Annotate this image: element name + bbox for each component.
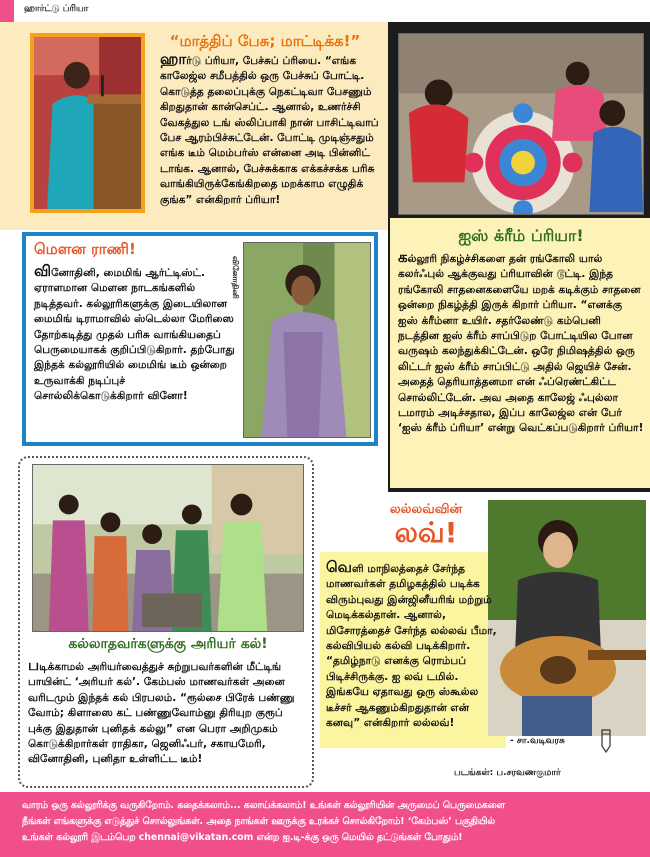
icecream-drop-letter: க bbox=[398, 248, 408, 266]
page-header bbox=[0, 0, 650, 22]
footer-line-3: உங்கள் கல்லூரி இடம்பெற chennai@vikatan.com என்ற ஐ.டி-க்கு ஒரு மெயில் தட்டுங்கள் போதும்! bbox=[22, 832, 463, 843]
rangoli-photo bbox=[398, 33, 644, 215]
lallav-photo bbox=[488, 500, 646, 736]
speech-section-title: “மாத்திப் பேசு; மாட்டிக்க!” bbox=[169, 32, 361, 50]
lallav-title-big: லவ்! bbox=[394, 516, 458, 549]
lallav-drop-letter: வெ bbox=[326, 558, 353, 576]
kal-section-title: கல்லாதவர்களுக்கு அரியர் கல்! bbox=[68, 636, 268, 652]
mouna-section-body bbox=[34, 264, 238, 405]
icecream-section-body bbox=[398, 250, 644, 437]
credit-photos: படங்கள்: ப.சரவணகுமார் bbox=[454, 768, 561, 778]
footer-line-1: வாரம் ஒரு கல்லூரிக்கு வருகிறோம். கதைக்கலாம்... கலாய்க்கலாம்! உங்கள் கல்லூரியின் அருமைப் பெருமைகளை bbox=[22, 800, 505, 811]
lallav-title-small: லல்லவ்வின் bbox=[389, 502, 463, 517]
mouna-body-text: னோதினி, மைமிங் ஆர்ட்டிஸ்ட். ஏராளமான மௌன நாடகங்களில் நடித்தவர். கல்லூரிகளுக்கு இடையிலான மைமிங் டிராமாவில் ஸ்டெல்லா மேரிஸை தோற்கடித்து முதல் பரிசு வாங்கியதைப் பெருமையாகக் குறிப்பிடுகிறார். தற்போது இந்தக் கல்லூரியில் மைமிங் டீம் ஒன்றை உருவாக்கி நடிப்புச் சொல்லிக்கொடுக்கிறார் வினோ! bbox=[34, 267, 235, 403]
kal-drop-letter: ப bbox=[28, 656, 40, 674]
footer-line-2: நீங்கள் எங்களுக்கு எடுத்துச் சொல்லுங்கள். அதை நாங்கள் ஊருக்கு உரக்கச் சொல்கிறோம்! ‘கேம்பஸ்’ பகுதியில் bbox=[22, 816, 495, 827]
mouna-photo bbox=[243, 242, 371, 438]
icecream-body-text: ல்லூரி நிகழ்ச்சிகளை தன் ரங்கோலி யால் கலர்ஃபுல் ஆக்குவது ப்ரியாவின் டூட்டி. இந்த ரங்கோலி சாதனைகளையே மறக் கடிக்கும் சாதனை ஒன்றை நிகழ்த்தி இருக் கிறார் ப்ரியா. “எனக்கு ஐஸ் க்ரீம்னா உயிர். சதர்லேண்டு கம்பெனி நடத்தின ஐஸ் க்ரீம் சாப்பிடுற போட்டியில போன வருஷம் கலந்துக்கிட்டேன். ஒரே நிமிஷத்தில் ஒரு லிட்டர் ஐஸ் க்ரீம் சாப்பிட்டு அதில் ஜெயிச் சேன். அதைத் தெரியாத்தனமா என் ஃப்ரெண்ட்கிட்ட சொல்லிட்டேன். அவ அதை காலேஜ் ஃபுல்லா டமாரம் அடிச்சதால, இப்ப காலேஜ்ல என் பேர் ‘ஐஸ் க்ரீம் ப்ரியா’ என்று வெட்கப்படுகிறார் ப்ரியா! bbox=[398, 253, 644, 435]
kal-section-body bbox=[28, 658, 308, 768]
speech-body-text: ர்டு ப்ரியா, பேச்சுப் ப்ரியை. “எங்க காலேஜ்ல சமீபத்தில் ஒரு பேச்சுப் போட்டி. கொடுத்த தலைப்புக்கு நெகட்டிவா பேசணும் கிறதுதான் கான்செப்ட். ஆனால், உணர்ச்சி வேகத்துல டங் ஸ்லிப்பாகி நான் பாசிட்டிவாப் பேச ஆரம்பிச்சுட்டேன். போட்டி முடிஞ்சதும் எங்க டீம் மெம்பர்ஸ் என்னை அடி பின்னிட் டாங்க. ஆனால், பேச்சுக்காக எக்கச்சக்க பரிசு வாங்கியிருக்கேங்கிறதை மறக்காம எழுதிக் குங்க” என்கிறார் ப்ரியா! bbox=[160, 55, 379, 206]
lallav-section-body bbox=[326, 560, 502, 731]
lallav-body-text: ளி மாநிலத்தைச் சேர்ந்த மாணவர்கள் தமிழகத்தில் படிக்க விரும்புவது இன்ஜினீயரிங் மற்றும் மெடிக்கல்தான். ஆனால், மிசோரத்தைச் சேர்ந்த லல்லவ் பீமா, கல்விபியல் கல்வி படிக்கிறார். “தமிழ்நாடு எனக்கு ரொம்பப் பிடிச்சிருக்கு. ஐ லவ் டமில். இங்கயே ஏதாவது ஒரு ஸ்கூல்ல டீச்சர் ஆகணும்கிறதுதான் என் கனவு” என்கிறார் லல்லவ்! bbox=[326, 563, 497, 730]
header-corner-mark bbox=[0, 0, 14, 22]
speech-drop-letter: ஹா bbox=[160, 50, 187, 68]
header-label: ஹார்ட்டு ப்ரியா bbox=[24, 4, 89, 14]
kal-body-text: டிக்காமல் அரியர்வைத்துச் சுற்றுபவர்களின் மீட்டிங் பாயின்ட் ‘அரியர் கல்’. கேம்பஸ் மாணவர்கள் அனை வரிடமும் இந்தக் கல் பிரபலம். “ரூல்சை பிரேக் பண்ணு வோம்; கிளாஸை கட் பண்ணுவோம்னு திரியுற குரூப் புக்கு இதுதான் புனிதக் கல்லு” என பெரா அறிமுகம் கொடுக்கிறார்கள் ராதிகா, ஜெனிஃபர், சகாயமேரி, வினோதினி, புனிதா உள்ளிட்ட டீம்! bbox=[28, 661, 295, 766]
icecream-section-title: ஐஸ் க்ரீம் ப்ரியா! bbox=[458, 226, 584, 245]
pen-icon bbox=[596, 728, 616, 754]
speaker-photo bbox=[30, 33, 145, 213]
mouna-section-title: மௌன ராணி! bbox=[34, 240, 136, 258]
mouna-photo-caption: வினோதினி bbox=[231, 256, 240, 299]
kal-photo bbox=[32, 464, 304, 632]
speech-section-body bbox=[160, 52, 382, 208]
credit-author: - சா.வடிவரசு bbox=[510, 736, 565, 746]
mouna-drop-letter: வி bbox=[34, 262, 52, 280]
